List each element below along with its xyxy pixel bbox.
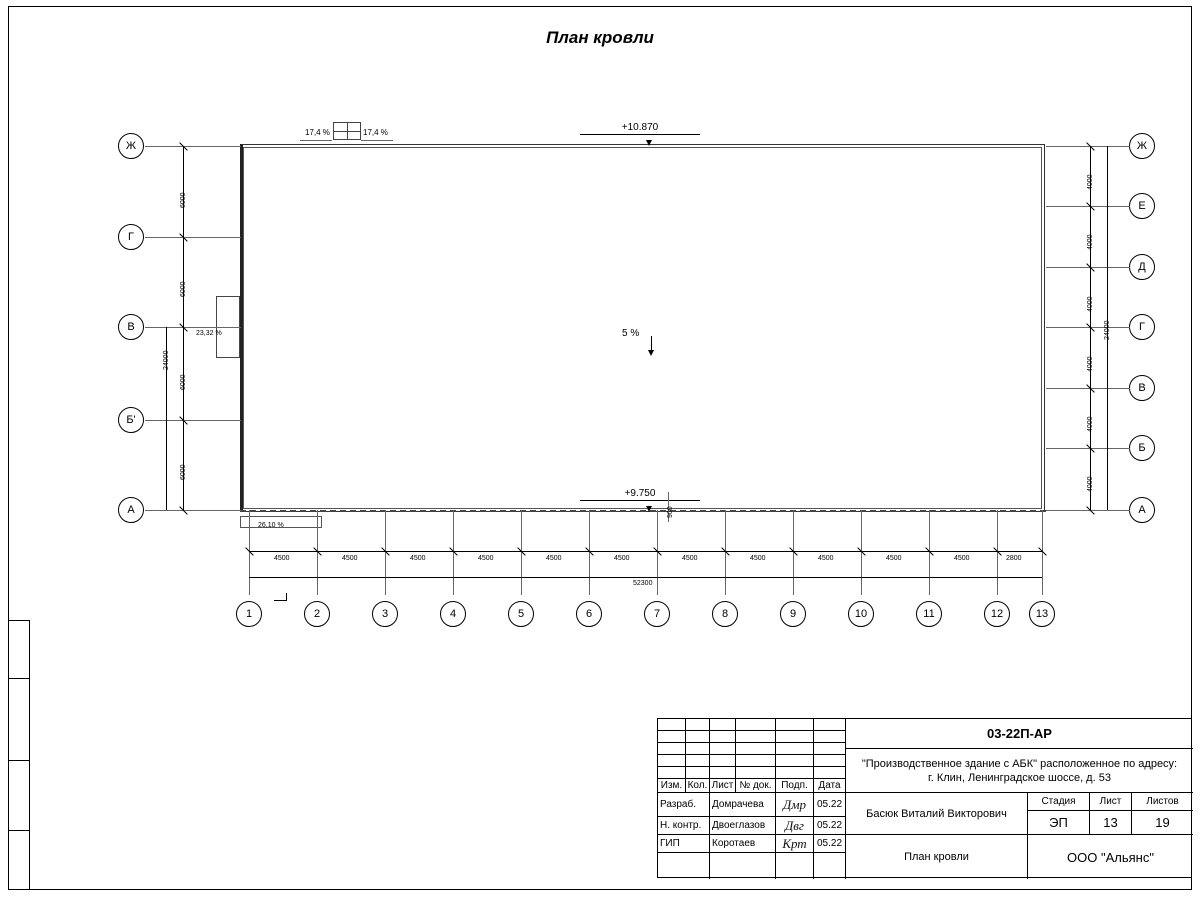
stamp-col-list: Лист xyxy=(710,779,736,793)
elevation-bottom-value: +9.750 xyxy=(580,488,700,501)
elevation-bottom-arrow xyxy=(646,506,652,512)
axis-bubble-right-a[interactable]: А xyxy=(1129,497,1155,523)
stamp-signature-2: Двг xyxy=(776,817,814,835)
dim-left-3: 6000 xyxy=(180,374,187,390)
stamp-sheets-header: Листов xyxy=(1132,793,1193,811)
roof-bottom-dashed-edge xyxy=(240,510,1046,512)
stamp-col-kol: Кол. xyxy=(686,779,710,793)
dim-bottom-5: 4500 xyxy=(546,555,562,562)
axis-line-right-zh xyxy=(1046,146,1130,147)
slope-center-arrow-head xyxy=(648,350,654,356)
elevation-top xyxy=(580,122,700,135)
stamp-blank-cell xyxy=(710,743,736,755)
dim-left-4: 6000 xyxy=(180,464,187,480)
stamp-blank-cell xyxy=(814,853,846,879)
stamp-blank-cell xyxy=(776,853,814,879)
stamp-blank-cell xyxy=(776,743,814,755)
stamp-blank-cell xyxy=(776,767,814,779)
dim-bottom-7: 4500 xyxy=(682,555,698,562)
axis-line-right-v xyxy=(1046,388,1130,389)
stamp-blank-cell xyxy=(736,755,776,767)
stamp-sheet-title: План кровли xyxy=(846,835,1028,879)
dim-chain-bottom xyxy=(249,551,1042,552)
stamp-blank-cell xyxy=(658,755,686,767)
stamp-role-3: ГИП xyxy=(658,835,710,853)
stamp-blank-cell xyxy=(710,719,736,731)
sheet-left-margin-strip xyxy=(8,620,30,890)
stamp-blank-cell xyxy=(710,767,736,779)
axis-bubble-left-v[interactable]: В xyxy=(118,314,144,340)
slope-label-bottom-left: 26,10 % xyxy=(258,522,284,529)
stamp-company: ООО "Альянс" xyxy=(1067,849,1154,865)
dim-bottom-12: 2800 xyxy=(1006,555,1022,562)
dim-bottom-9: 4500 xyxy=(818,555,834,562)
stamp-col-podp: Подп. xyxy=(776,779,814,793)
stamp-date-2: 05.22 xyxy=(814,817,846,835)
elevation-top-arrow xyxy=(646,140,652,146)
title-block xyxy=(657,718,1192,878)
axis-line-left-a xyxy=(145,510,241,511)
stamp-signature-3: Крт xyxy=(776,835,814,853)
stamp-date-3: 05.22 xyxy=(814,835,846,853)
stamp-blank-cell xyxy=(736,767,776,779)
ridge-line-right xyxy=(361,140,393,141)
dim-bottom-10: 4500 xyxy=(886,555,902,562)
stamp-sheet-header: Лист xyxy=(1090,793,1132,811)
roof-ridge-vent-block xyxy=(333,122,361,140)
stamp-date-1: 05.22 xyxy=(814,793,846,817)
stamp-blank-cell xyxy=(686,719,710,731)
stamp-sheet-value: 13 xyxy=(1090,811,1132,835)
axis-bubble-right-g[interactable]: Г xyxy=(1129,314,1155,340)
stamp-blank-cell xyxy=(710,853,776,879)
dim-right-2: 4000 xyxy=(1087,234,1094,250)
ridge-line-left xyxy=(300,140,332,141)
axis-bubble-bottom-5[interactable]: 5 xyxy=(508,601,534,627)
axis-bubble-bottom-12[interactable]: 12 xyxy=(984,601,1010,627)
dim-right-1: 4000 xyxy=(1087,174,1094,190)
stamp-blank-cell xyxy=(658,767,686,779)
section-marker-line xyxy=(274,600,286,601)
stamp-blank-cell xyxy=(776,755,814,767)
axis-bubble-bottom-11[interactable]: 11 xyxy=(916,601,942,627)
stamp-stage-header: Стадия xyxy=(1028,793,1090,811)
axis-bubble-right-zh[interactable]: Ж xyxy=(1129,133,1155,159)
axis-bubble-right-e[interactable]: Е xyxy=(1129,193,1155,219)
stamp-object-line2: г. Клин, Ленинградское шоссе, д. 53 xyxy=(928,771,1111,784)
stamp-col-izm: Изм. xyxy=(658,779,686,793)
stamp-blank-cell xyxy=(686,743,710,755)
dim-left-1: 6000 xyxy=(180,192,187,208)
stamp-signature-1: Дмр xyxy=(776,793,814,817)
stamp-blank-cell xyxy=(814,755,846,767)
stamp-blank-cell xyxy=(814,731,846,743)
axis-line-right-g xyxy=(1046,327,1130,328)
axis-bubble-left-a[interactable]: А xyxy=(118,497,144,523)
dim-right-5: 4000 xyxy=(1087,416,1094,432)
stamp-stage-value: ЭП xyxy=(1028,811,1090,835)
axis-bubble-bottom-1[interactable]: 1 xyxy=(236,601,262,627)
dim-bottom-4: 4500 xyxy=(478,555,494,562)
axis-line-left-v xyxy=(145,327,241,328)
dim-total-bottom xyxy=(249,577,1042,578)
axis-line-left-b-prime xyxy=(145,420,241,421)
stamp-sheets-value: 19 xyxy=(1132,811,1193,835)
dim-bottom-total-text: 52300 xyxy=(633,580,653,587)
stamp-name-3: Коротаев xyxy=(710,835,776,853)
axis-bubble-bottom-8[interactable]: 8 xyxy=(712,601,738,627)
slope-label-ridge-right: 17,4 % xyxy=(363,128,388,137)
dim-bottom-1: 4500 xyxy=(274,555,290,562)
dim-bottom-2: 4500 xyxy=(342,555,358,562)
section-marker-tick xyxy=(286,593,287,601)
axis-bubble-bottom-2[interactable]: 2 xyxy=(304,601,330,627)
axis-line-right-a xyxy=(1046,510,1130,511)
stamp-doc-code: 03-22П-АР xyxy=(846,719,1193,749)
stamp-blank-cell xyxy=(658,719,686,731)
stamp-blank-cell xyxy=(658,731,686,743)
stamp-blank-cell xyxy=(814,719,846,731)
axis-bubble-right-v[interactable]: В xyxy=(1129,375,1155,401)
stamp-object-line1: "Производственное здание с АБК" расположенное по адресу: xyxy=(861,757,1178,770)
axis-bubble-left-zh[interactable]: Ж xyxy=(118,133,144,159)
dim-bottom-8: 4500 xyxy=(750,555,766,562)
drawing-title: План кровли xyxy=(546,28,654,47)
stamp-blank-cell xyxy=(710,731,736,743)
stamp-object xyxy=(846,749,1193,793)
slope-label-left-side: 23,32 % xyxy=(196,330,222,337)
dim-right-3: 4000 xyxy=(1087,296,1094,312)
axis-bubble-bottom-13[interactable]: 13 xyxy=(1029,601,1055,627)
stamp-blank-cell xyxy=(814,743,846,755)
elevation-bottom xyxy=(580,488,700,501)
stamp-blank-cell xyxy=(736,743,776,755)
axis-line-right-d xyxy=(1046,267,1130,268)
dim-bottom-11: 4500 xyxy=(954,555,970,562)
slope-label-ridge-left: 17,4 % xyxy=(305,128,330,137)
axis-bubble-right-d[interactable]: Д xyxy=(1129,254,1155,280)
axis-bubble-bottom-9[interactable]: 9 xyxy=(780,601,806,627)
stamp-blank-cell xyxy=(658,743,686,755)
axis-bubble-bottom-7[interactable]: 7 xyxy=(644,601,670,627)
axis-line-left-zh xyxy=(145,146,241,147)
dim-900-text: 900 xyxy=(667,506,674,518)
stamp-blank-cell xyxy=(686,755,710,767)
stamp-role-1: Разраб. xyxy=(658,793,710,817)
stamp-blank-cell xyxy=(736,731,776,743)
dim-left-total-text: 24000 xyxy=(163,350,170,370)
axis-line-right-e xyxy=(1046,206,1130,207)
roof-inner-outline xyxy=(243,147,1042,509)
stamp-name-1: Домрачева xyxy=(710,793,776,817)
stamp-chief: Басюк Виталий Викторович xyxy=(846,793,1028,835)
stamp-blank-cell xyxy=(736,719,776,731)
stamp-blank-cell xyxy=(658,853,710,879)
axis-bubble-right-b[interactable]: Б xyxy=(1129,435,1155,461)
axis-bubble-bottom-3[interactable]: 3 xyxy=(372,601,398,627)
dim-right-4: 4000 xyxy=(1087,356,1094,372)
axis-bubble-bottom-6[interactable]: 6 xyxy=(576,601,602,627)
axis-bubble-bottom-4[interactable]: 4 xyxy=(440,601,466,627)
stamp-name-2: Двоеглазов xyxy=(710,817,776,835)
elevation-top-value: +10.870 xyxy=(580,122,700,135)
dim-bottom-3: 4500 xyxy=(410,555,426,562)
stamp-blank-cell xyxy=(814,767,846,779)
dim-left-2: 6000 xyxy=(180,281,187,297)
axis-bubble-left-b-prime[interactable]: Б' xyxy=(118,407,144,433)
stamp-col-doc: № док. xyxy=(736,779,776,793)
axis-bubble-bottom-10[interactable]: 10 xyxy=(848,601,874,627)
dim-right-6: 4000 xyxy=(1087,476,1094,492)
axis-line-left-g xyxy=(145,237,241,238)
stamp-blank-cell xyxy=(776,731,814,743)
stamp-blank-cell xyxy=(776,719,814,731)
axis-bubble-left-g[interactable]: Г xyxy=(118,224,144,250)
dim-right-total-text: 24000 xyxy=(1104,320,1111,340)
stamp-blank-cell xyxy=(686,731,710,743)
stamp-role-2: Н. контр. xyxy=(658,817,710,835)
dim-bottom-6: 4500 xyxy=(614,555,630,562)
slope-label-center: 5 % xyxy=(622,328,640,339)
stamp-col-data: Дата xyxy=(814,779,846,793)
stamp-blank-cell xyxy=(710,755,736,767)
stamp-blank-cell xyxy=(686,767,710,779)
axis-line-right-b xyxy=(1046,448,1130,449)
